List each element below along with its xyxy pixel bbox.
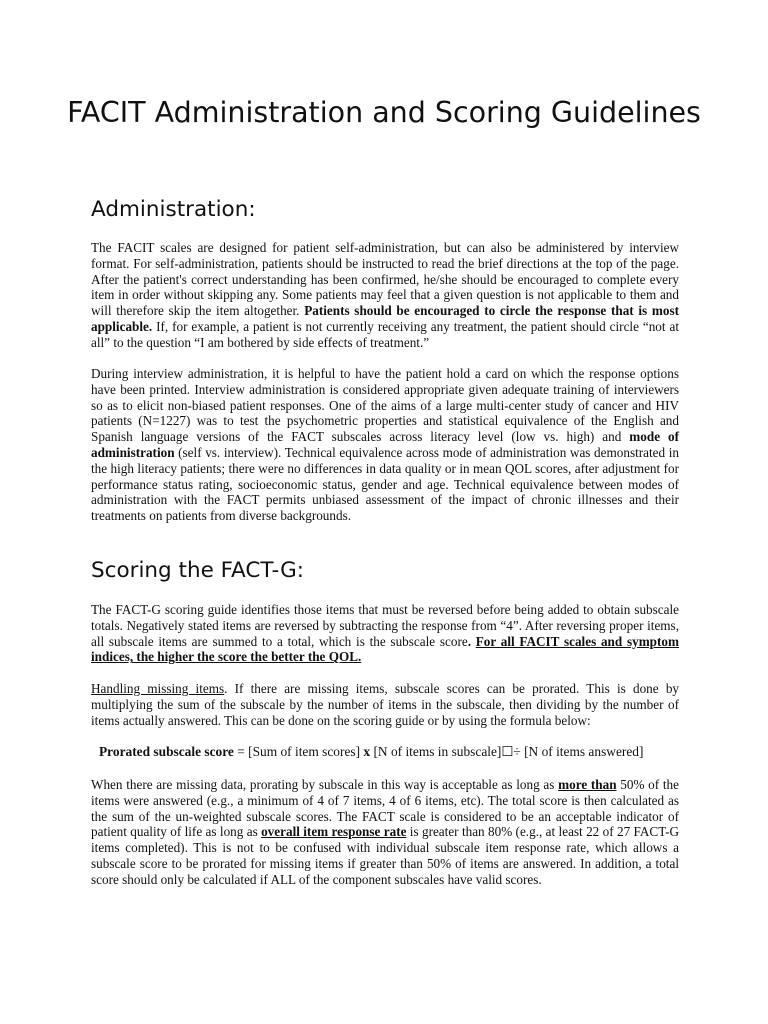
formula-text: [N of items in subscale]☐÷ [N of items answered] <box>370 744 644 759</box>
prorated-score-formula <box>99 744 699 760</box>
scoring-paragraph-3 <box>91 777 679 888</box>
paragraph-text: is greater than 80% (e.g., at least 22 of 27 FACT-G items completed). This is not to be confused with individual subscale item response rate, which allows a subscale score to be prorated for missing items if greater than 50% of items are answered. In addition, a total score should only be calculated if ALL of the component subscales have valid scores. <box>91 824 679 887</box>
paragraph-text: . If there are missing items, subscale scores can be prorated. This is done by multiplying the sum of the subscale by the number of items in the subscale, then dividing by the number of items actually answered. This can be done on the scoring guide or by using the formula below: <box>91 681 680 728</box>
paragraph-bold-underlined-text: overall item response rate <box>261 824 407 840</box>
paragraph-bold-underlined-text: For all FACIT scales and symptom indices, the higher the score the better the QOL. <box>91 633 679 665</box>
document-title: FACIT Administration and Scoring Guidelines <box>67 96 701 129</box>
administration-paragraph-2 <box>91 366 679 524</box>
paragraph-text: The FACIT scales are designed for patient self-administration, but can also be administered by interview format. For self-administration, patients should be instructed to read the brief directions at the top of the page. After the patient's correct understanding has been confirmed, he/she should be encouraged to complete every item in order without skipping any. Some patients may feel that a given question is not applicable to them and will therefore skip the item altogether. <box>91 240 679 319</box>
paragraph-bold-underlined-text: more than <box>558 777 617 792</box>
paragraph-text: The FACT-G scoring guide identifies those items that must be reversed before being added to obtain subscale totals. Negatively stated items are reversed by subtracting the response from “4”. After reversing proper items, all subscale items are summed to a total, which is the subscale score <box>91 602 679 649</box>
section-heading-scoring: Scoring the FACT-G: <box>91 558 305 583</box>
scoring-paragraph-2 <box>91 681 679 728</box>
paragraph-text: 50% of the items were answered (e.g., a minimum of 4 of 7 items, 4 of 6 items, etc). The total score is then calculated as the sum of the un-weighted subscale scores. The FACT scale is considered to be an acceptable indicator of patient quality of life as long as <box>91 777 679 840</box>
formula-text: = [Sum of item scores] <box>233 744 364 759</box>
paragraph-text: When there are missing data, prorating by subscale in this way is acceptable as long as <box>91 777 559 792</box>
paragraph-bold-text: Patients should be encouraged to circle the response that is most applicable. <box>91 303 679 334</box>
scoring-paragraph-1 <box>91 602 679 665</box>
formula-operator: x <box>363 744 371 759</box>
formula-label: Prorated subscale score <box>99 744 234 759</box>
paragraph-text: (self vs. interview). Technical equivalence across mode of administration was demonstrated in the high literacy patients; there were no differences in data quality or in mean QOL scores, after adjustment for performance status rating, socioeconomic status, gender and age. Technical equivalence between modes of administration with the FACT permits unbiased assessment of the impact of chronic illnesses and their treatments on patients from diverse backgrounds. <box>91 444 679 524</box>
paragraph-bold-text: . <box>467 633 476 649</box>
administration-paragraph-1 <box>91 240 679 351</box>
paragraph-underlined-text: Handling missing items <box>91 681 225 696</box>
section-heading-administration: Administration: <box>91 197 256 222</box>
paragraph-text: If, for example, a patient is not currently receiving any treatment, the patient should circle “not at all” to the question “I am bothered by side effects of treatment.” <box>91 318 679 350</box>
paragraph-bold-text: mode of administration <box>91 429 679 460</box>
paragraph-text: During interview administration, it is helpful to have the patient hold a card on which the response options have been printed. Interview administration is considered appropriate given adequate training of interviewers so as to elicit non-biased patient responses. One of the aims of a large multi-center study of cancer and HIV patients (N=1227) was to test the psychometric properties and statistical equivalence of the English and Spanish language versions of the FACT subscales across literacy level (low vs. high) and <box>91 366 679 445</box>
